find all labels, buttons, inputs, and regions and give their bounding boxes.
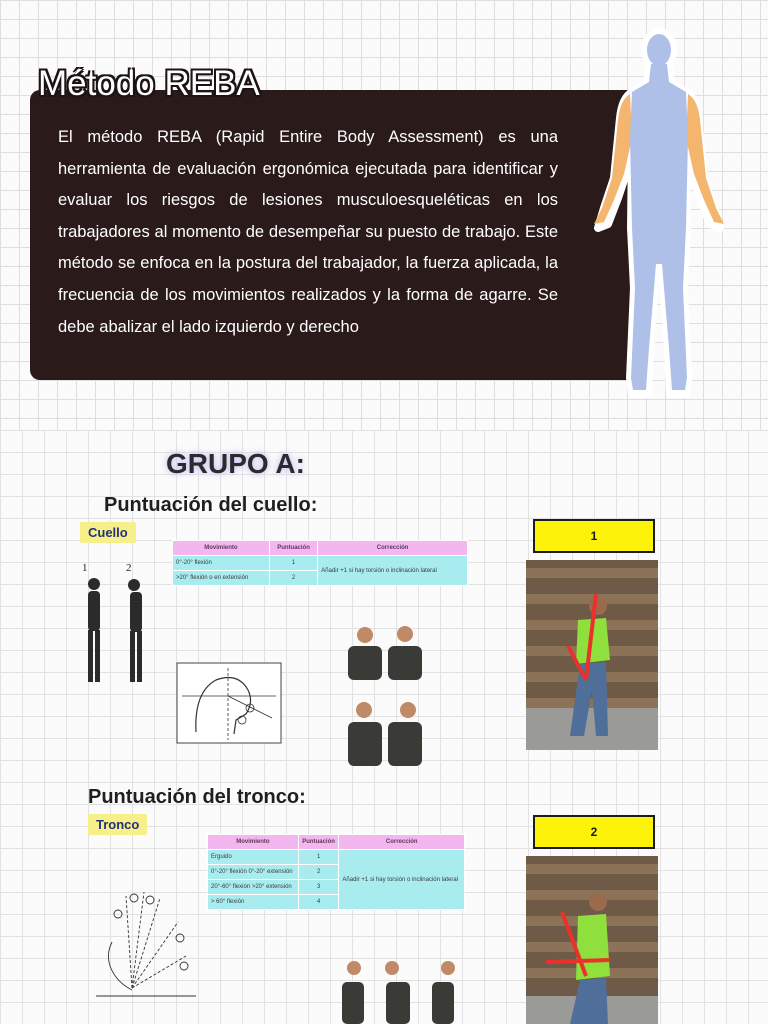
worker-trunk-photos (328, 958, 466, 1024)
table-cell: 2 (269, 571, 317, 586)
table-cell: 20°-60° flexión >20° extensión (208, 880, 299, 895)
table-cell: 4 (298, 895, 339, 910)
table-header: Puntuación (298, 835, 339, 850)
table-cell: 0°-20° flexión (173, 556, 270, 571)
table-header: Corrección (318, 541, 468, 556)
table-cell: Añadir +1 si hay torsión o inclinación lateral (318, 556, 468, 586)
figure-label-2: 2 (126, 562, 132, 574)
grupo-a-title: GRUPO A: (166, 448, 305, 479)
table-cell: 1 (298, 850, 339, 865)
reference-number-2: 2 (533, 815, 655, 849)
worker-photo-2 (526, 856, 658, 1024)
intro-paragraph: El método REBA (Rapid Entire Body Assessment) es una herramienta de evaluación ergonómica ejecutada para identificar y evaluar los riesgos de lesiones musculoesqueléticas en los trabajadores al momento de desempeñar su puesto de trabajo. Este método se enfoca en la postura del trabajador, la fuerza aplicada, la frecuencia de los movimientos realizados y la forma de agarre. Se debe abalizar el lado izquierdo y derecho (58, 128, 558, 336)
table-row (208, 850, 465, 865)
grupo-a-section (0, 430, 768, 1024)
table-header: Corrección (339, 835, 465, 850)
intro-section (0, 0, 768, 430)
human-body-illustration (574, 28, 744, 408)
table-cell: 1 (269, 556, 317, 571)
table-row (173, 556, 468, 571)
table-header: Puntuación (269, 541, 317, 556)
tronco-score-table (207, 834, 465, 910)
table-header: Movimiento (173, 541, 270, 556)
table-cell: 3 (298, 880, 339, 895)
table-cell: >20° flexión o en extensión (173, 571, 270, 586)
table-cell: > 60° flexión (208, 895, 299, 910)
tronco-tag: Tronco (88, 814, 147, 835)
table-cell: 2 (298, 865, 339, 880)
page-title: Método REBA (38, 64, 260, 103)
worker-photo-1 (526, 560, 658, 750)
worker-neck-photos (344, 622, 430, 770)
cuello-section-title: Puntuación del cuello: (104, 494, 318, 516)
tronco-section-title: Puntuación del tronco: (88, 786, 306, 808)
table-cell: Añadir +1 si hay torsión o inclinación lateral (339, 850, 465, 910)
cuello-score-table (172, 540, 468, 586)
reference-number-1: 1 (533, 519, 655, 553)
neck-posture-figures (78, 576, 158, 688)
table-cell: 0°-20° flexión 0°-20° extensión (208, 865, 299, 880)
trunk-angle-diagram (86, 870, 200, 1000)
table-cell: Erguido (208, 850, 299, 865)
cuello-tag: Cuello (80, 522, 136, 543)
figure-label-1: 1 (82, 562, 88, 574)
table-header: Movimiento (208, 835, 299, 850)
neck-angle-diagram (176, 662, 282, 744)
